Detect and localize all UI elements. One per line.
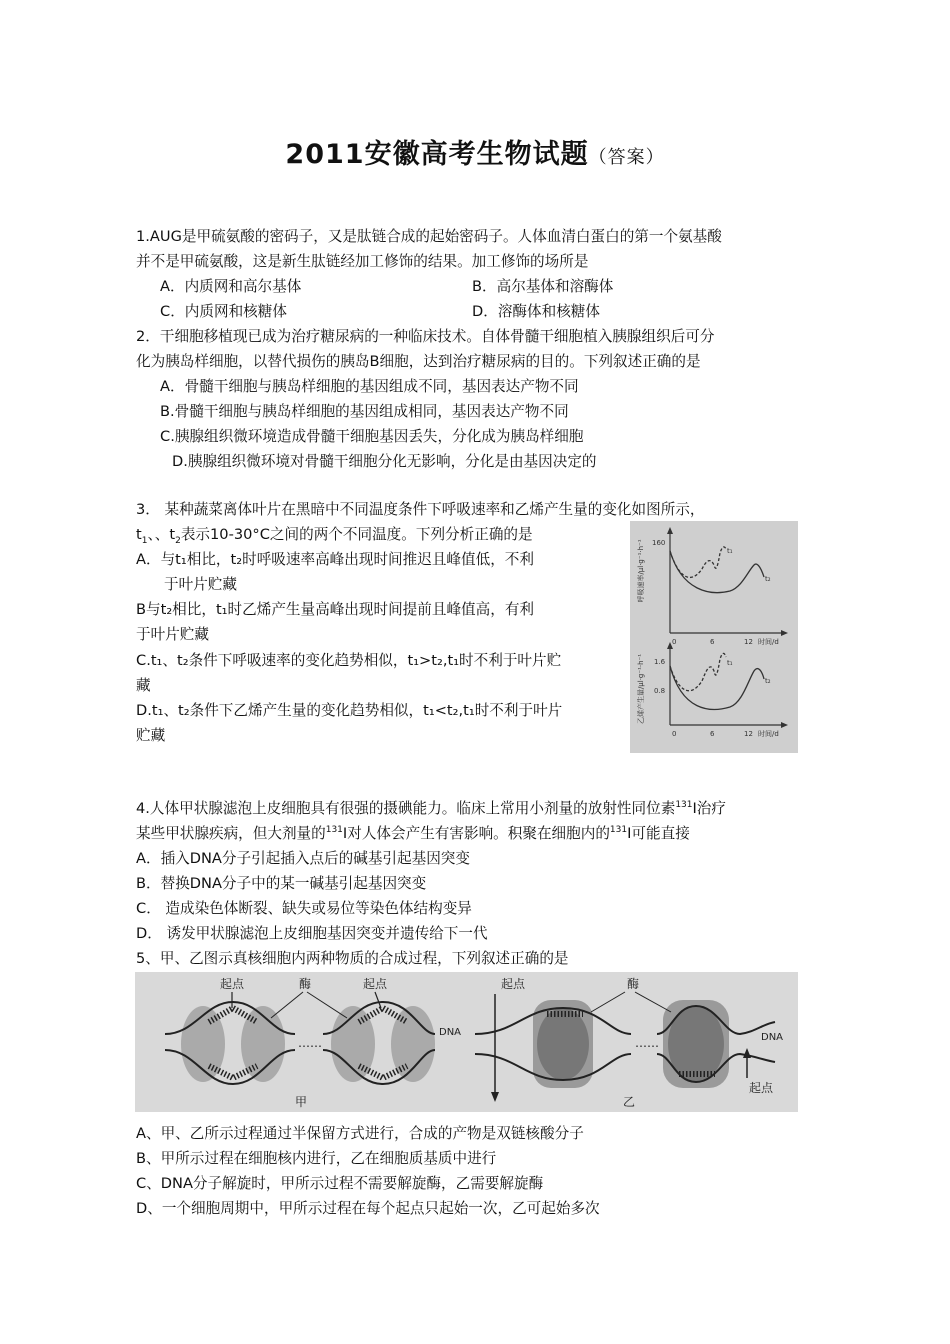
q4-l2-c: I可能直接 (627, 825, 690, 842)
jia-origin-label-2: 起点 (362, 977, 388, 991)
jia-enzyme-pointer-2 (307, 992, 347, 1018)
bottom-tick-1-6: 1.6 (654, 658, 666, 666)
bottom-label-t2: t₂ (765, 677, 771, 685)
yi-origin-label-bottom: 起点 (749, 1081, 774, 1095)
top-curve-t2 (670, 551, 764, 593)
jia-origin-label-1: 起点 (219, 977, 245, 991)
bottom-xtick-12: 12 (744, 730, 753, 738)
jia-enzyme-pointer-1 (271, 992, 303, 1018)
q5-stem: 5、甲、乙图示真核细胞内两种物质的合成过程，下列叙述正确的是 (136, 950, 569, 967)
top-label-t1: t₁ (727, 547, 733, 555)
yi-bubble-1 (475, 1000, 631, 1088)
q5-replication-svg (135, 972, 798, 1112)
bottom-curve-t1 (670, 653, 726, 690)
q4-stem-line-2 (136, 824, 690, 844)
top-ylabel: 呼吸速率/μl·g⁻¹·h⁻¹ (637, 539, 645, 603)
q5-option-d: D、一个细胞周期中，甲所示过程在每个起点只起始一次，乙可起始多次 (136, 1200, 600, 1217)
q2-stem-line-2: 化为胰岛样细胞，以替代损伤的胰岛B细胞，达到治疗糖尿病的目的。下列叙述正确的是 (136, 353, 701, 370)
jia-ellipsis-1: …… (298, 1036, 322, 1050)
bottom-ylabel: 乙烯产生量/μl·g⁻¹·h⁻¹ (637, 653, 645, 725)
yi-label: 乙 (623, 1095, 636, 1109)
jia-enzyme-label: 酶 (298, 977, 312, 991)
q1-option-c: C．内质网和核糖体 (160, 303, 287, 320)
q5-option-b: B、甲所示过程在细胞核内进行，乙在细胞质基质中进行 (136, 1150, 497, 1167)
q2-option-b: B.骨髓干细胞与胰岛样细胞的基因组成相同，基因表达产物不同 (160, 403, 569, 420)
yi-origin-arrow (491, 1092, 499, 1102)
top-xtick-12: 12 (744, 638, 753, 646)
yi-enzyme-label: 酶 (627, 977, 640, 991)
q4-option-c: C． 造成染色体断裂、缺失或易位等染色体结构变异 (136, 900, 472, 917)
q4-l2-sup2: 131 (609, 825, 628, 836)
q2-option-a: A．骨髓干细胞与胰岛样细胞的基因组成不同，基因表达产物不同 (160, 378, 579, 395)
top-xlabel: 时间/d (758, 638, 779, 646)
q1-option-a: A．内质网和高尔基体 (160, 278, 302, 295)
q3-option-d-line-2: 贮藏 (136, 727, 166, 744)
title-sub: （答案） (588, 147, 665, 168)
q4-l2-b: I对人体会产生有害影响。积聚在细胞内的 (342, 825, 610, 842)
top-xtick-6: 6 (710, 638, 715, 646)
jia-dna-label: DNA (439, 1027, 462, 1038)
q3-stem-line-1: 3． 某种蔬菜离体叶片在黑暗中不同温度条件下呼吸速率和乙烯产生量的变化如图所示， (136, 501, 705, 518)
bottom-xtick-6: 6 (710, 730, 715, 738)
top-x-arrow (781, 630, 788, 636)
top-tick-160: 160 (652, 539, 666, 547)
top-curve-t1 (670, 547, 726, 578)
q3-t1-sub: 1 (141, 535, 148, 546)
q2-option-d: D.胰腺组织微环境对骨髓干细胞分化无影响，分化是由基因决定的 (172, 453, 597, 470)
q3-option-d-line-1: D.t₁、t₂条件下乙烯产生量的变化趋势相似，t₁<t₂,t₁时不利于叶片 (136, 702, 563, 719)
q4-l1-a: 4.人体甲状腺滤泡上皮细胞具有很强的摄碘能力。临床上常用小剂量的放射性同位素 (136, 800, 676, 817)
q3-t: t (136, 526, 142, 543)
q4-stem-line-1 (136, 799, 726, 819)
q3-stem-line-2 (136, 525, 533, 545)
q4-option-d: D． 诱发甲状腺滤泡上皮细胞基因突变并遗传给下一代 (136, 925, 488, 942)
yi-enzyme-pointer-1 (591, 992, 625, 1012)
q3-graphs-svg (630, 521, 798, 753)
title-main: 2011安徽高考生物试题 (285, 139, 589, 170)
q3-option-b-line-1: B与t₂相比，t₁时乙烯产生量高峰出现时间提前且峰值高，有利 (136, 601, 535, 618)
yi-origin-arrow-bottom (743, 1048, 751, 1058)
q5-figure (135, 972, 798, 1112)
q5-option-a: A、甲、乙所示过程通过半保留方式进行，合成的产物是双链核酸分子 (136, 1125, 584, 1142)
q5-option-c: C、DNA分子解旋时，甲所示过程不需要解旋酶，乙需要解旋酶 (136, 1175, 544, 1192)
q2-stem-line-1: 2．干细胞移植现已成为治疗糖尿病的一种临床技术。自体骨髓干细胞植入胰腺组织后可分 (136, 328, 715, 345)
q4-l2-sup1: 131 (325, 825, 343, 836)
q3-mid: 、、t (147, 526, 176, 543)
top-label-t2: t₂ (765, 575, 771, 583)
q4-l2-a: 某些甲状腺疾病，但大剂量的 (136, 825, 326, 842)
jia-bubble-2 (323, 1002, 435, 1084)
bottom-x-arrow (781, 722, 788, 728)
q2-option-c: C.胰腺组织微环境造成骨髓干细胞基因丢失，分化成为胰岛样细胞 (160, 428, 584, 445)
q4-l1-sup: 131 (675, 800, 693, 811)
q4-option-a: A．插入DNA分子引起插入点后的碱基引起基因突变 (136, 850, 470, 867)
q1-stem-line-1: 1.AUG是甲硫氨酸的密码子，又是肽链合成的起始密码子。人体血清白蛋白的第一个氨基酸 (136, 228, 722, 245)
bottom-label-t1: t₁ (727, 659, 733, 667)
q3-option-c-line-1: C.t₁、t₂条件下呼吸速率的变化趋势相似，t₁>t₂,t₁时不利于叶片贮 (136, 652, 562, 669)
q1-option-d: D．溶酶体和核糖体 (472, 303, 600, 320)
q4-l1-b: I治疗 (692, 800, 726, 817)
q3-figure (630, 521, 798, 753)
top-y-arrow (667, 527, 673, 534)
q1-stem-line-2: 并不是甲硫氨酸，这是新生肽链经加工修饰的结果。加工修饰的场所是 (136, 253, 589, 270)
yi-origin-label-top: 起点 (501, 977, 526, 991)
q3-option-a-line-2: 于叶片贮藏 (164, 576, 237, 593)
q3-option-a-line-1: A．与t₁相比，t₂时呼吸速率高峰出现时间推迟且峰值低，不利 (136, 551, 534, 568)
jia-origin-pointer-2 (375, 992, 381, 1008)
q3-option-b-line-2: 于叶片贮藏 (136, 626, 209, 643)
yi-dna-label: DNA (761, 1032, 784, 1043)
q4-option-b: B．替换DNA分子中的某一碱基引起基因突变 (136, 875, 427, 892)
bottom-curve-t2 (670, 666, 764, 709)
page-title (0, 132, 950, 171)
bottom-tick-0-8: 0.8 (654, 687, 666, 695)
q3-option-c-line-2: 藏 (136, 677, 151, 694)
bottom-xtick-0: 0 (672, 730, 677, 738)
q1-option-b: B．高尔基体和溶酶体 (472, 278, 614, 295)
yi-enzyme-pointer-2 (635, 992, 671, 1012)
yi-bubble-2 (657, 1000, 775, 1088)
q3-rest: 表示10-30°C之间的两个不同温度。下列分析正确的是 (180, 526, 533, 543)
q3-t2-sub: 2 (175, 535, 181, 546)
bottom-xlabel: 时间/d (758, 730, 779, 738)
jia-label: 甲 (295, 1095, 308, 1109)
top-xtick-0: 0 (672, 638, 677, 646)
yi-ellipsis: …… (635, 1036, 659, 1050)
